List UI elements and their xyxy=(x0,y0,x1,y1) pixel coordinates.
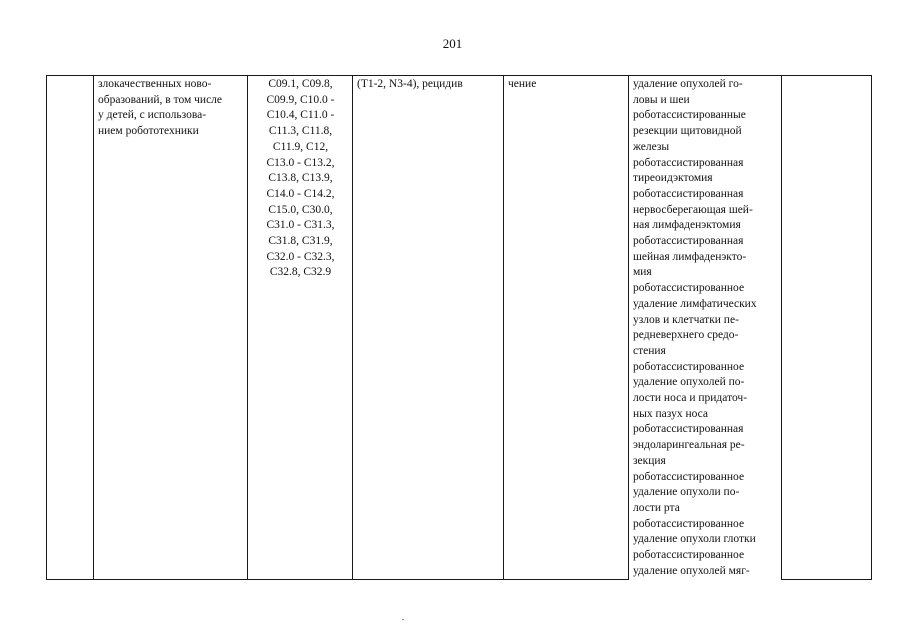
method-line: эндоларингеальная ре- xyxy=(633,439,745,452)
page-number: 201 xyxy=(442,36,463,51)
method-line: роботассистированное xyxy=(633,282,745,295)
method-line: резекции щитовидной xyxy=(633,125,742,138)
method-line: удаление опухолей го- xyxy=(633,78,743,90)
treatment-type-cell xyxy=(504,76,629,580)
method-line: роботассистированная xyxy=(633,235,744,248)
care-name-line: у детей, с использова- xyxy=(98,109,207,122)
patient-model-cell xyxy=(353,76,504,580)
method-line: стения xyxy=(633,344,666,357)
icd-code-line: C15.0, C30.0, xyxy=(268,203,333,216)
row-number-cell xyxy=(47,76,94,580)
method-line: роботассистированное xyxy=(633,549,745,562)
method-line: удаление опухолей мяг- xyxy=(633,564,750,577)
care-name-line: образований, в том числе xyxy=(98,93,223,106)
icd-code-line: C11.3, C11.8, xyxy=(268,125,333,138)
icd-code-line: C09.1, C09.8, xyxy=(268,78,333,90)
icd-code-line: C31.8, C31.9, xyxy=(268,235,333,248)
method-line: ная лимфаденэктомия xyxy=(633,219,741,232)
method-line: роботассистированная xyxy=(633,187,744,200)
method-line: железы xyxy=(633,140,670,153)
icd-code-line: C32.8, C32.9 xyxy=(269,266,332,279)
method-line: роботассистированные xyxy=(633,109,746,122)
care-name-line: нием робототехники xyxy=(98,125,199,138)
method-line: удаление опухоли глотки xyxy=(633,533,756,546)
method-line: мия xyxy=(633,266,652,279)
method-line: роботассистированное xyxy=(633,517,745,530)
method-line: узлов и клетчатки пе- xyxy=(633,313,739,326)
patient-model-text: (T1-2, N3-4), рецидив xyxy=(357,78,463,90)
method-line: ловы и шеи xyxy=(633,93,690,106)
care-name-cell xyxy=(94,76,248,580)
method-line: роботассистированное xyxy=(633,470,745,483)
icd-code-line: C32.0 - C32.3, xyxy=(266,250,335,263)
method-line: роботассистированное xyxy=(633,360,745,373)
medical-care-table xyxy=(46,75,872,580)
icd-code-line: C14.0 - C14.2, xyxy=(266,187,335,200)
icd-code-line: C09.9, C10.0 - xyxy=(266,93,335,106)
icd-code-line: C13.0 - C13.2, xyxy=(266,156,335,169)
method-line: роботассистированная xyxy=(633,156,744,169)
method-line: шейная лимфаденэкто- xyxy=(633,250,747,263)
icd-code-line: C31.0 - C31.3, xyxy=(266,219,335,232)
method-line: нервосберегающая шей- xyxy=(633,203,753,216)
treatment-method-cell xyxy=(629,76,782,580)
icd-code-line: C11.9, C12, xyxy=(272,140,329,153)
table-row xyxy=(47,76,872,580)
method-line: роботассистированная xyxy=(633,423,744,436)
treatment-type-text: чение xyxy=(508,78,537,90)
method-line: лости носа и придаточ- xyxy=(633,392,748,405)
icd-code-line: C13.8, C13.9, xyxy=(268,172,333,185)
extra-cell xyxy=(782,76,872,580)
method-line: ных пазух носа xyxy=(633,407,708,420)
method-line: зекция xyxy=(633,454,666,467)
scan-speck xyxy=(402,619,404,620)
method-line: удаление опухоли по- xyxy=(633,486,740,499)
method-line: удаление лимфатических xyxy=(633,297,757,310)
method-line: удаление опухолей по- xyxy=(633,376,745,389)
method-line: редневерхнего средо- xyxy=(633,329,739,342)
care-name-line: злокачественных ново- xyxy=(98,78,212,90)
method-line: лости рта xyxy=(633,501,680,514)
method-line: тиреоидэктомия xyxy=(633,172,713,185)
icd-codes-cell xyxy=(248,76,353,580)
icd-code-line: C10.4, C11.0 - xyxy=(266,109,335,122)
